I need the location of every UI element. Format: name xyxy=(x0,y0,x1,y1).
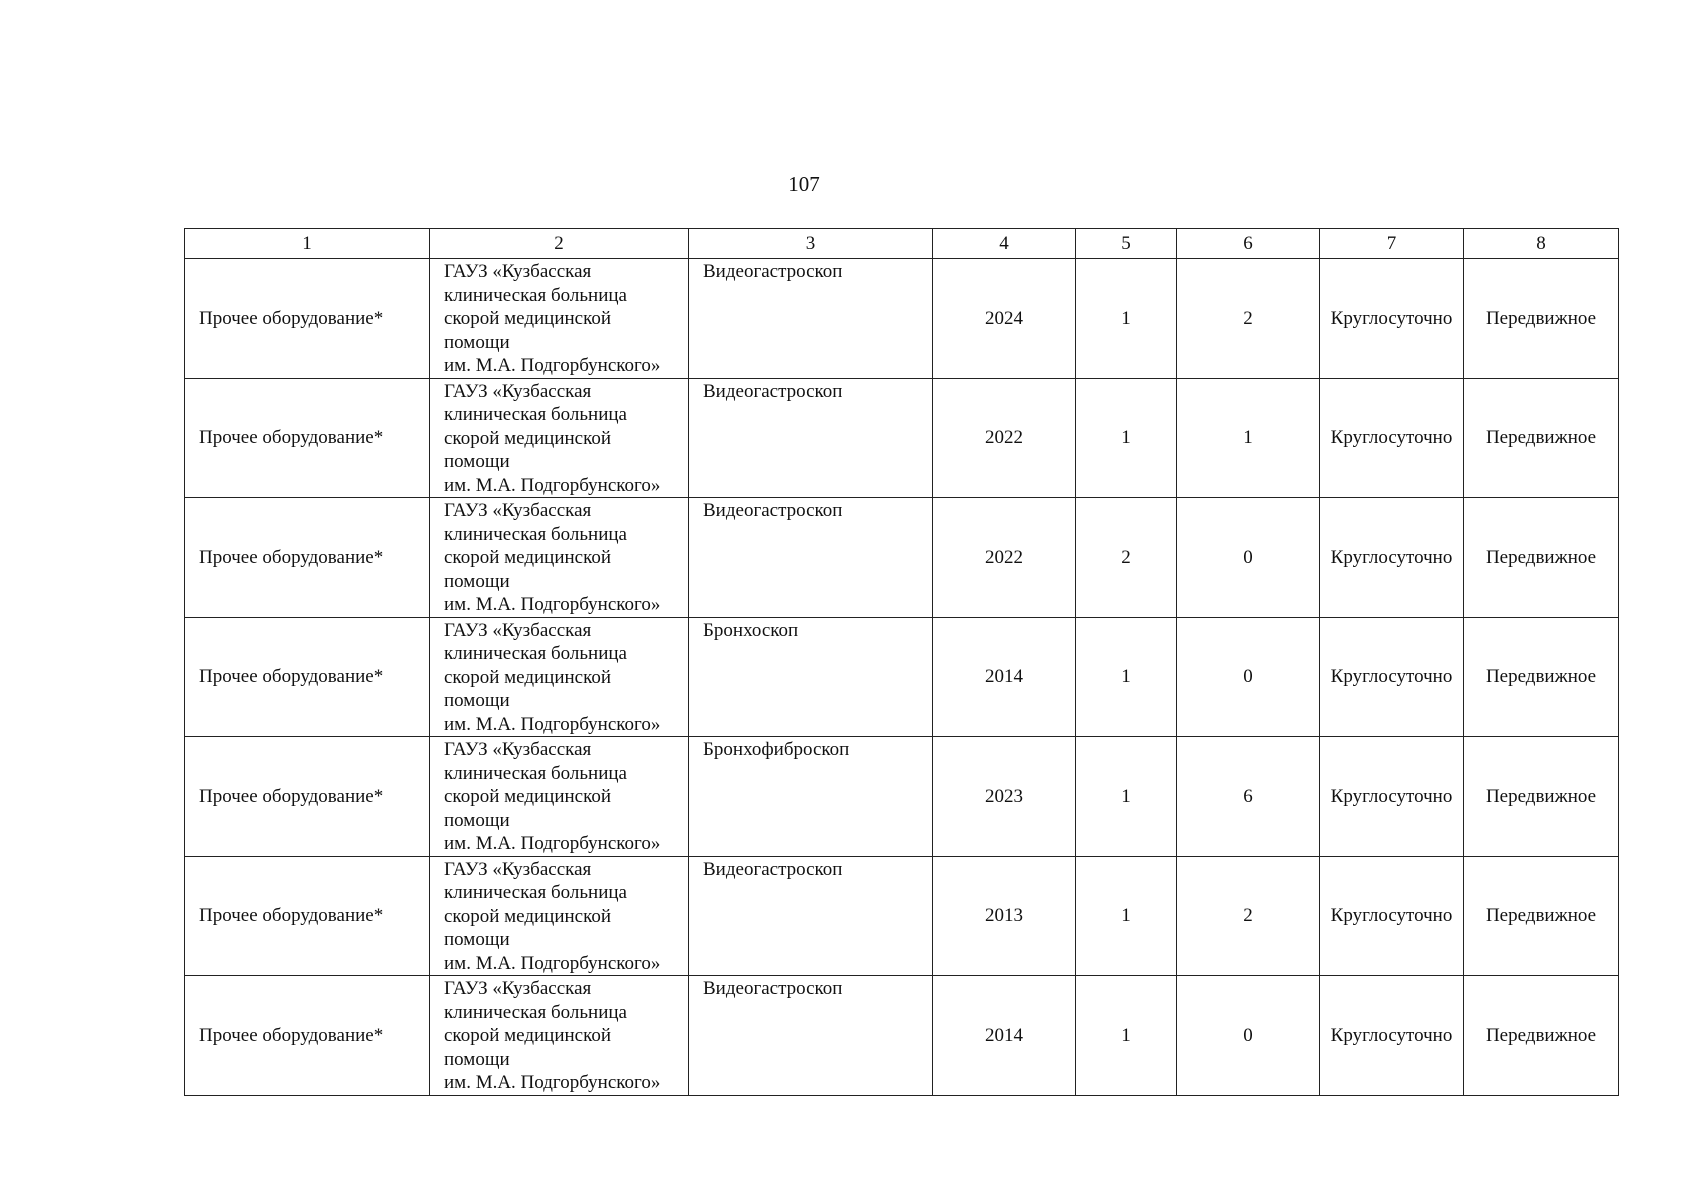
equipment-name-cell: Бронхофиброскоп xyxy=(689,737,933,857)
mobility-cell: Передвижное xyxy=(1464,259,1619,379)
schedule-cell: Круглосуточно xyxy=(1320,617,1464,737)
year-cell: 2014 xyxy=(933,617,1076,737)
table-row xyxy=(185,856,1619,976)
col5-cell: 2 xyxy=(1076,498,1177,618)
table-row xyxy=(185,378,1619,498)
mobility-cell: Передвижное xyxy=(1464,976,1619,1096)
col5-cell: 1 xyxy=(1076,976,1177,1096)
equipment-name-cell: Видеогастроскоп xyxy=(689,259,933,379)
mobility-cell: Передвижное xyxy=(1464,498,1619,618)
header-col-2: 2 xyxy=(430,229,689,259)
equipment-type-cell: Прочее оборудование* xyxy=(185,259,430,379)
mobility-cell: Передвижное xyxy=(1464,617,1619,737)
table-row xyxy=(185,737,1619,857)
mobility-cell: Передвижное xyxy=(1464,856,1619,976)
col5-cell: 1 xyxy=(1076,737,1177,857)
equipment-type-cell: Прочее оборудование* xyxy=(185,737,430,857)
equipment-name-cell: Видеогастроскоп xyxy=(689,856,933,976)
table-row xyxy=(185,617,1619,737)
table-row xyxy=(185,259,1619,379)
header-col-6: 6 xyxy=(1177,229,1320,259)
header-row xyxy=(185,229,1619,259)
year-cell: 2022 xyxy=(933,498,1076,618)
organization-cell: ГАУЗ «Кузбасская клиническая больница скорой медицинской помощи им. М.А. Подгорбунского» xyxy=(430,259,689,379)
schedule-cell: Круглосуточно xyxy=(1320,856,1464,976)
table-row xyxy=(185,976,1619,1096)
col6-cell: 0 xyxy=(1177,498,1320,618)
header-col-4: 4 xyxy=(933,229,1076,259)
col5-cell: 1 xyxy=(1076,856,1177,976)
schedule-cell: Круглосуточно xyxy=(1320,378,1464,498)
mobility-cell: Передвижное xyxy=(1464,378,1619,498)
year-cell: 2013 xyxy=(933,856,1076,976)
col6-cell: 0 xyxy=(1177,976,1320,1096)
organization-cell: ГАУЗ «Кузбасская клиническая больница скорой медицинской помощи им. М.А. Подгорбунского» xyxy=(430,498,689,618)
col6-cell: 1 xyxy=(1177,378,1320,498)
year-cell: 2014 xyxy=(933,976,1076,1096)
col5-cell: 1 xyxy=(1076,259,1177,379)
equipment-name-cell: Бронхоскоп xyxy=(689,617,933,737)
equipment-name-cell: Видеогастроскоп xyxy=(689,976,933,1096)
organization-cell: ГАУЗ «Кузбасская клиническая больница скорой медицинской помощи им. М.А. Подгорбунского» xyxy=(430,617,689,737)
col5-cell: 1 xyxy=(1076,378,1177,498)
equipment-type-cell: Прочее оборудование* xyxy=(185,378,430,498)
year-cell: 2022 xyxy=(933,378,1076,498)
year-cell: 2023 xyxy=(933,737,1076,857)
header-col-5: 5 xyxy=(1076,229,1177,259)
col6-cell: 0 xyxy=(1177,617,1320,737)
organization-cell: ГАУЗ «Кузбасская клиническая больница скорой медицинской помощи им. М.А. Подгорбунского» xyxy=(430,378,689,498)
col5-cell: 1 xyxy=(1076,617,1177,737)
page-number: 107 xyxy=(788,172,820,196)
organization-cell: ГАУЗ «Кузбасская клиническая больница скорой медицинской помощи им. М.А. Подгорбунского» xyxy=(430,856,689,976)
schedule-cell: Круглосуточно xyxy=(1320,498,1464,618)
schedule-cell: Круглосуточно xyxy=(1320,737,1464,857)
schedule-cell: Круглосуточно xyxy=(1320,259,1464,379)
col6-cell: 2 xyxy=(1177,259,1320,379)
header-col-3: 3 xyxy=(689,229,933,259)
col6-cell: 6 xyxy=(1177,737,1320,857)
header-col-7: 7 xyxy=(1320,229,1464,259)
equipment-name-cell: Видеогастроскоп xyxy=(689,498,933,618)
schedule-cell: Круглосуточно xyxy=(1320,976,1464,1096)
equipment-type-cell: Прочее оборудование* xyxy=(185,856,430,976)
organization-cell: ГАУЗ «Кузбасская клиническая больница скорой медицинской помощи им. М.А. Подгорбунского» xyxy=(430,976,689,1096)
col6-cell: 2 xyxy=(1177,856,1320,976)
table-row xyxy=(185,498,1619,618)
header-col-1: 1 xyxy=(185,229,430,259)
table-body xyxy=(185,259,1619,1096)
equipment-table xyxy=(184,228,1619,1096)
organization-cell: ГАУЗ «Кузбасская клиническая больница скорой медицинской помощи им. М.А. Подгорбунского» xyxy=(430,737,689,857)
header-col-8: 8 xyxy=(1464,229,1619,259)
equipment-type-cell: Прочее оборудование* xyxy=(185,498,430,618)
year-cell: 2024 xyxy=(933,259,1076,379)
equipment-name-cell: Видеогастроскоп xyxy=(689,378,933,498)
mobility-cell: Передвижное xyxy=(1464,737,1619,857)
table-header xyxy=(185,229,1619,259)
equipment-type-cell: Прочее оборудование* xyxy=(185,976,430,1096)
equipment-type-cell: Прочее оборудование* xyxy=(185,617,430,737)
